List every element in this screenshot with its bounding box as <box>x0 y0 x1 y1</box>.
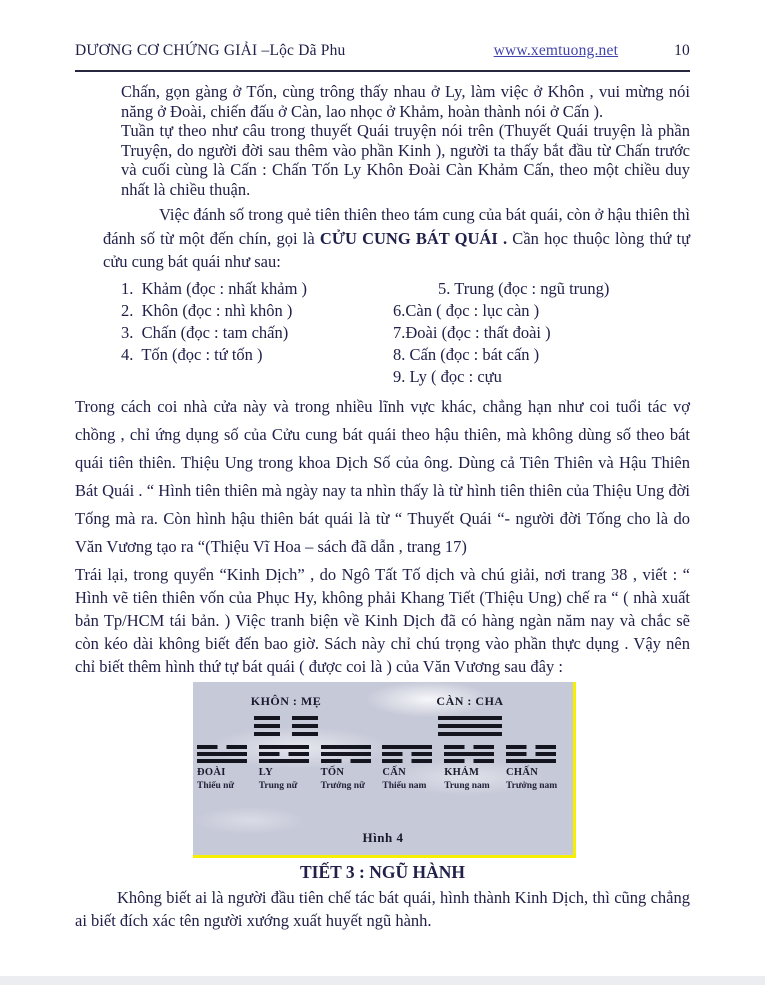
figure-child-kham <box>444 745 501 791</box>
ton-role: Trưởng nữ <box>320 781 365 791</box>
figure-child-ton <box>321 745 378 791</box>
doai-label: ĐOÀI <box>197 767 226 778</box>
list-item-3: 3. Chấn (đọc : tam chấn) <box>121 322 289 342</box>
figure-child-doai <box>197 745 254 791</box>
figure-child-chan <box>506 745 563 791</box>
ton-label: TỐN <box>320 767 345 778</box>
ton-trigram-icon <box>321 745 371 763</box>
list-item-7: 7.Đoài (đọc : thất đoài ) <box>393 322 551 342</box>
khon-trigram-icon <box>254 716 318 736</box>
kham-role: Trung nam <box>444 781 490 791</box>
paragraph-viec-danh-so <box>103 203 690 274</box>
list-item-5: 5. Trung (đọc : ngũ trung) <box>438 278 610 298</box>
can-trigram-icon <box>438 716 502 736</box>
ly-label: LY <box>258 767 274 778</box>
paragraph-tuan-tu: Tuần tự theo như câu trong thuyết Quái truyện nói trên (Thuyết Quái truyện là phần Truyện, do người đời sau thêm vào phần Kinh ), người ta thấy bắt đầu từ Chấn trước và cuối cùng là Cấn : Chấn Tốn Ly Khôn Đoài Càn Khảm Cấn, theo một chiều duy nhất là chiều thuận. <box>121 121 690 199</box>
doai-trigram-icon <box>197 745 247 763</box>
paragraph-trong-cach: Trong cách coi nhà cửa này và trong nhiều lĩnh vực khác, chẳng hạn như coi tuổi tác vợ chồng , chỉ ứng dụng số của Cửu cung bát quái theo hậu thiên, mà không dùng số theo bát quái tiên thiên. Thiệu Ung trong khoa Dịch Số của ông. Dùng cả Tiên Thiên và Hậu Thiên Bát Quái . “ Hình tiên thiên mà ngày nay ta nhìn thấy là từ hình tiên thiên của Thiệu Ung đời Tống mà ra. Còn hình hậu thiên bát quái là từ “ Thuyết Quái “- người đời Tống cho là do Văn Vương tạo ra “(Thiệu Vĩ Hoa – sách đã dẫn , trang 17) <box>75 397 690 556</box>
list-item-4: 4. Tốn (đọc : tứ tốn ) <box>121 344 263 364</box>
book-title: DƯƠNG CƠ CHỨNG GIẢI –Lộc Dã Phu <box>75 42 346 59</box>
list-item-8: 8. Cấn (đọc : bát cấn ) <box>393 344 540 364</box>
kham-label: KHẢM <box>444 767 480 778</box>
ly-role: Trung nữ <box>258 781 298 791</box>
figure-child-canx <box>382 745 439 791</box>
list-item-2: 2. Khôn (đọc : nhì khôn ) <box>121 300 293 320</box>
paragraph-khong-biet: Không biết ai là người đầu tiên chế tác bát quái, hình thành Kinh Dịch, thì cũng chẳng ai biết đích xác tên người xướng xuất huyết ngũ hành. <box>75 888 690 930</box>
figure-children-row <box>197 745 563 791</box>
page-header <box>75 42 690 60</box>
paragraph-viec-post: Cần học thuộc lòng thứ tự cửu cung bát quái như sau: <box>103 228 691 271</box>
page-number: 10 <box>674 42 690 59</box>
header-rule <box>75 70 690 72</box>
list-item-1: 1. Khảm (đọc : nhất khảm ) <box>121 278 308 298</box>
cuu-cung-list <box>121 280 690 386</box>
page-bottom-edge <box>0 976 765 985</box>
chan-label: CHẤN <box>505 767 539 778</box>
bagua-figure-image <box>193 682 576 858</box>
canx-role: Thiếu nam <box>382 781 427 791</box>
paragraph-chan: Chấn, gọn gàng ở Tốn, cùng trông thấy nhau ở Ly, làm việc ở Khôn , vui mừng nói năng ở Đoài, chiến đấu ở Càn, lao nhọc ở Khảm, hoàn thành nói ở Cấn ). <box>121 82 690 121</box>
khon-label: KHÔN : MẸ <box>250 694 322 708</box>
list-spacer <box>121 368 393 386</box>
canx-trigram-icon <box>382 745 432 763</box>
website-link[interactable]: www.xemtuong.net <box>493 42 619 59</box>
figure-parent-can <box>415 694 525 736</box>
list-item-9: 9. Ly ( đọc : cựu <box>393 366 502 386</box>
figure-child-ly <box>259 745 316 791</box>
section-heading: TIẾT 3 : NGŨ HÀNH <box>300 862 465 882</box>
chan-role: Trưởng nam <box>505 781 558 791</box>
figure-parent-khon <box>231 694 341 736</box>
canx-label: CẤN <box>382 767 407 778</box>
list-item-6: 6.Càn ( đọc : lục càn ) <box>393 300 540 320</box>
paragraph-viec-pre: Việc đánh số trong quẻ tiên thiên theo tám cung của bát quái, còn ở hậu thiên thì đánh số từ một đến chín, gọi là <box>103 205 691 248</box>
ly-trigram-icon <box>259 745 309 763</box>
doai-role: Thiếu nữ <box>197 781 235 791</box>
chan-trigram-icon <box>506 745 556 763</box>
cuu-cung-bat-quai-bold: CỬU CUNG BÁT QUÁI . <box>319 228 508 248</box>
paragraph-trai-lai: Trái lại, trong quyển “Kinh Dịch” , do Ngô Tất Tố dịch và chú giải, nơi trang 38 , viết : “ Hình vẽ tiên thiên vốn của Phục Hy, không phải Khang Tiết (Thiệu Ung) chế ra “ ( nhà xuất bản Tp/HCM tái bản. ) Việc tranh biện về Kinh Dịch đã có hàng ngàn năm nay và chắc sẽ còn kéo dài không biết đến bao giờ. Sách này chỉ chú trọng vào phần thực dụng . Vậy nên chỉ biết thêm hình thứ tự bát quái ( được coi là ) của Văn Vương sau đây : <box>75 565 690 676</box>
can-label: CÀN : CHA <box>436 694 504 708</box>
kham-trigram-icon <box>444 745 494 763</box>
figure-caption: Hình 4 <box>362 830 404 845</box>
